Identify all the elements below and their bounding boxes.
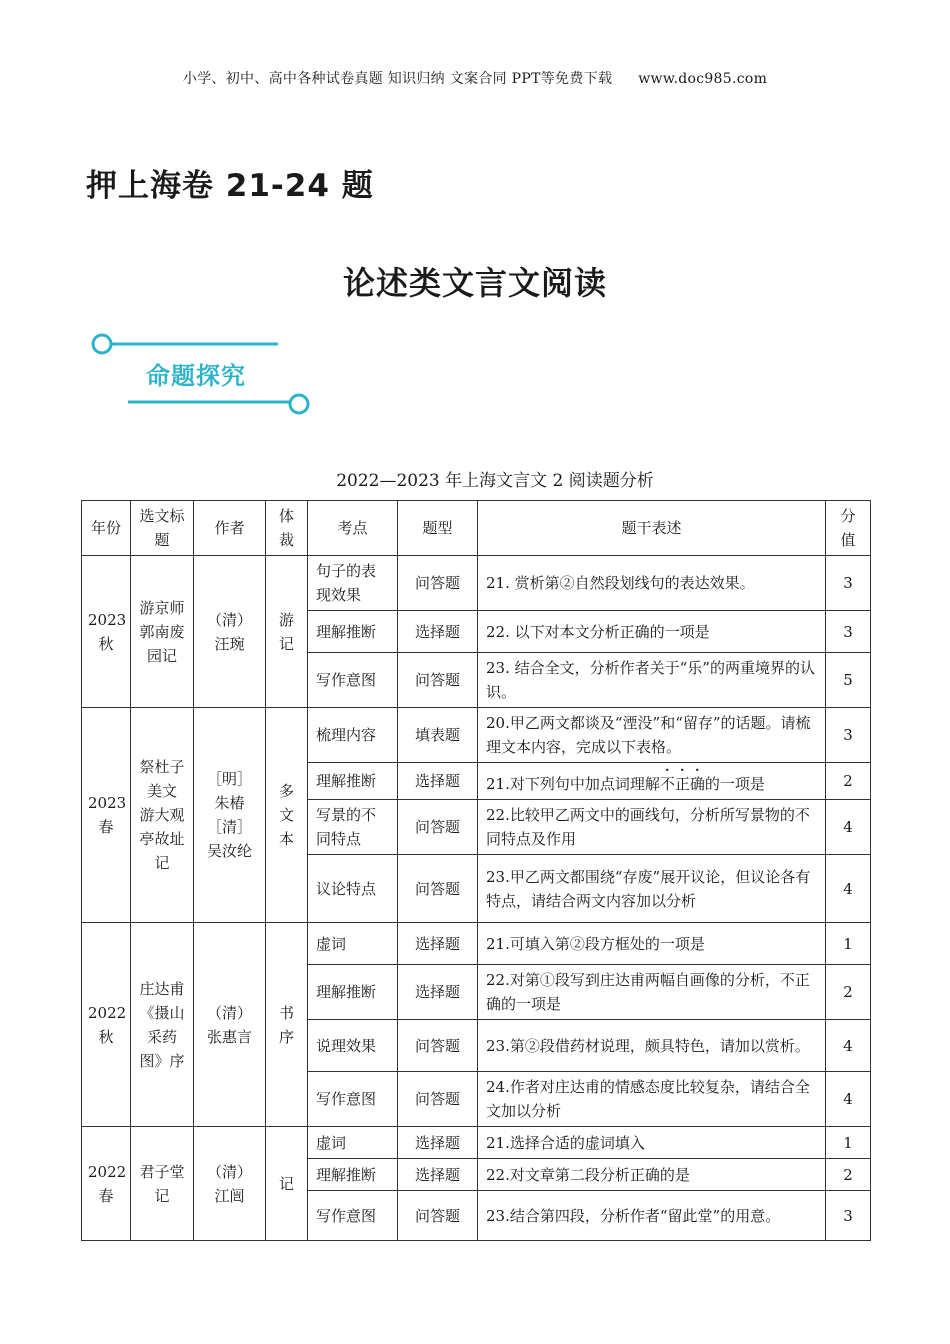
cell-score: 2 (826, 763, 871, 800)
cell-type: 选择题 (398, 923, 478, 965)
cell-point: 理解推断 (308, 611, 398, 653)
header-score: 分值 (826, 501, 871, 556)
cell-author: ［明］朱椿 ［清］吴汝纶 (194, 708, 266, 923)
cell-score: 5 (826, 653, 871, 708)
cell-score: 2 (826, 965, 871, 1020)
cell-stem: 21.选择合适的虚词填入 (478, 1127, 826, 1159)
cell-stem: 20.甲乙两文都谈及“湮没”和“留存”的话题。请梳理文本内容，完成以下表格。 (478, 708, 826, 763)
header-author: 作者 (194, 501, 266, 556)
cell-stem: 22. 以下对本文分析正确的一项是 (478, 611, 826, 653)
header-type: 题型 (398, 501, 478, 556)
cell-genre: 记 (266, 1127, 308, 1241)
table-header-row (82, 501, 871, 556)
cell-type: 选择题 (398, 965, 478, 1020)
cell-title: 庄达甫《摄山采药图》序 (131, 923, 194, 1127)
cell-score: 4 (826, 1020, 871, 1072)
badge-label: 命题探究 (146, 362, 246, 390)
cell-stem: 21. 赏析第②自然段划线句的表达效果。 (478, 556, 826, 611)
cell-author: （清）张惠言 (194, 923, 266, 1127)
cell-author: （清）汪琬 (194, 556, 266, 708)
cell-point: 理解推断 (308, 763, 398, 800)
cell-genre: 书序 (266, 923, 308, 1127)
header-point: 考点 (308, 501, 398, 556)
cell-score: 3 (826, 611, 871, 653)
cell-title: 祭杜子美文 游大观亭故址记 (131, 708, 194, 923)
cell-stem: 22.比较甲乙两文中的画线句，分析所写景物的不同特点及作用 (478, 800, 826, 855)
header-text: 小学、初中、高中各种试卷真题 知识归纳 文案合同 PPT等免费下载 (182, 71, 613, 87)
cell-score: 3 (826, 556, 871, 611)
cell-point: 写作意图 (308, 1072, 398, 1127)
cell-year: 2022 秋 (82, 923, 131, 1127)
cell-stem: 23.结合第四段，分析作者“留此堂”的用意。 (478, 1191, 826, 1241)
stem-text-pre: 21.对下列句中加点词理解 (486, 775, 660, 793)
cell-score: 4 (826, 1072, 871, 1127)
cell-stem: 22.对第①段写到庄达甫两幅自画像的分析，不正确的一项是 (478, 965, 826, 1020)
cell-stem: 21.可填入第②段方框处的一项是 (478, 923, 826, 965)
header-site[interactable]: www.doc985.com (638, 71, 768, 87)
cell-year: 2023 秋 (82, 556, 131, 708)
header-title: 选文标题 (131, 501, 194, 556)
cell-point: 虚词 (308, 1127, 398, 1159)
cell-point: 梳理内容 (308, 708, 398, 763)
cell-point: 理解推断 (308, 965, 398, 1020)
cell-stem: 23.第②段借药材说理，颇具特色，请加以赏析。 (478, 1020, 826, 1072)
cell-stem: 24.作者对庄达甫的情感态度比较复杂，请结合全文加以分析 (478, 1072, 826, 1127)
cell-score: 2 (826, 1159, 871, 1191)
page-header (0, 68, 950, 88)
cell-stem: 23.甲乙两文都围绕“存废”展开议论，但议论各有特点，请结合两文内容加以分析 (478, 855, 826, 923)
table-row (82, 1127, 871, 1159)
cell-type: 问答题 (398, 1191, 478, 1241)
cell-point: 句子的表现效果 (308, 556, 398, 611)
section-title: 论述类文言文阅读 (342, 264, 607, 302)
cell-point: 议论特点 (308, 855, 398, 923)
table-caption: 2022—2023 年上海文言文 2 阅读题分析 (336, 471, 654, 491)
table-row (82, 923, 871, 965)
cell-type: 问答题 (398, 1020, 478, 1072)
cell-type: 问答题 (398, 1072, 478, 1127)
cell-stem: 22.对文章第二段分析正确的是 (478, 1159, 826, 1191)
header-year: 年份 (82, 501, 131, 556)
cell-point: 说理效果 (308, 1020, 398, 1072)
stem-emphasis: 不正确 (659, 775, 705, 793)
cell-title: 君子堂记 (131, 1127, 194, 1241)
cell-year: 2023 春 (82, 708, 131, 923)
cell-type: 选择题 (398, 763, 478, 800)
cell-author: （清）江闿 (194, 1127, 266, 1241)
cell-title: 游京师郭南废园记 (131, 556, 194, 708)
cell-type: 问答题 (398, 556, 478, 611)
cell-point: 虚词 (308, 923, 398, 965)
cell-score: 3 (826, 1191, 871, 1241)
analysis-table (81, 500, 871, 1241)
cell-score: 3 (826, 708, 871, 763)
cell-score: 4 (826, 855, 871, 923)
document-title: 押上海卷 21-24 题 (86, 168, 374, 204)
cell-point: 理解推断 (308, 1159, 398, 1191)
header-genre: 体裁 (266, 501, 308, 556)
cell-type: 填表题 (398, 708, 478, 763)
cell-stem: 23. 结合全文，分析作者关于“乐”的两重境界的认识。 (478, 653, 826, 708)
cell-year: 2022 春 (82, 1127, 131, 1241)
cell-point: 写景的不同特点 (308, 800, 398, 855)
cell-type: 问答题 (398, 653, 478, 708)
cell-score: 4 (826, 800, 871, 855)
cell-score: 1 (826, 1127, 871, 1159)
cell-type: 问答题 (398, 800, 478, 855)
cell-type: 选择题 (398, 1159, 478, 1191)
cell-genre: 游记 (266, 556, 308, 708)
cell-stem (478, 763, 826, 800)
cell-genre: 多文本 (266, 708, 308, 923)
table-row (82, 556, 871, 611)
cell-score: 1 (826, 923, 871, 965)
cell-type: 选择题 (398, 1127, 478, 1159)
cell-type: 问答题 (398, 855, 478, 923)
stem-text-post: 的一项是 (704, 775, 765, 793)
header-stem: 题干表述 (478, 501, 826, 556)
cell-point: 写作意图 (308, 1191, 398, 1241)
table-row (82, 708, 871, 763)
cell-type: 选择题 (398, 611, 478, 653)
cell-point: 写作意图 (308, 653, 398, 708)
